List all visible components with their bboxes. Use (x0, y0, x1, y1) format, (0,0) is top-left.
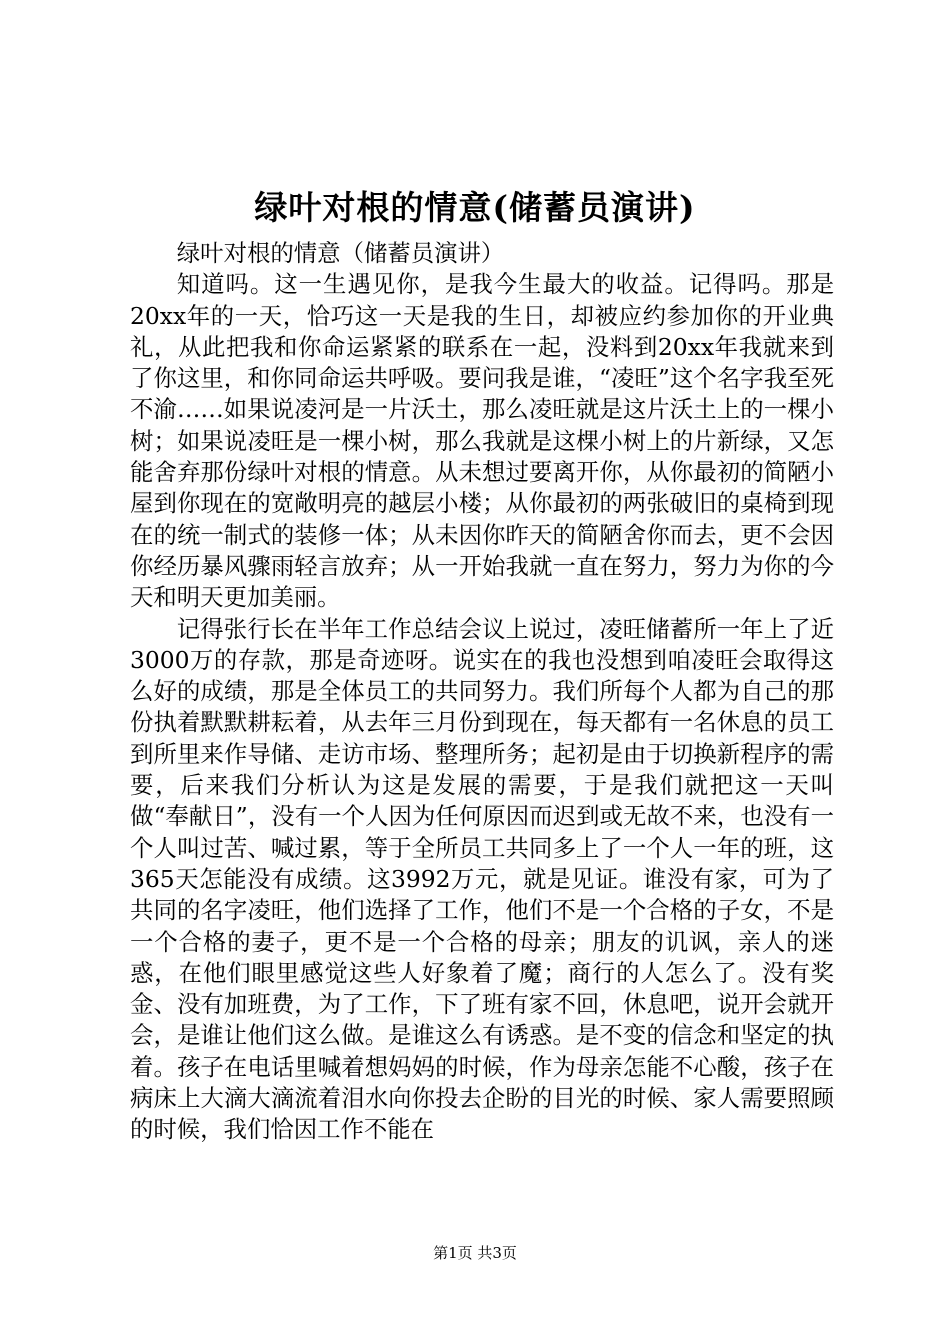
paragraph: 知道吗。这一生遇见你，是我今生最大的收益。记得吗。那是20xx年的一天，恰巧这一天是我的生日，却被应约参加你的开业典礼，从此把我和你命运紧紧的联系在一起，没料到20xx年我就来到了你这里，和你同命运共呼吸。要问我是谁，“凌旺”这个名字我至死不渝……如果说凌河是一片沃土，那么凌旺就是这片沃土上的一棵小树；如果说凌旺是一棵小树，那么我就是这棵小树上的片新绿，又怎能舍弃那份绿叶对根的情意。从未想过要离开你，从你最初的简陋小屋到你现在的宽敞明亮的越层小楼；从你最初的两张破旧的桌椅到现在的统一制式的装修一体；从未因你昨天的简陋舍你而去，更不会因你经历暴风骤雨轻言放弃；从一开始我就一直在努力，努力为你的今天和明天更加美丽。 (130, 270, 834, 612)
paragraph-subtitle: 绿叶对根的情意（储蓄员演讲） (176, 239, 505, 267)
document-title: 绿叶对根的情意(储蓄员演讲) (254, 188, 696, 227)
document-body (130, 238, 834, 1146)
page-number-footer: 第1页 共3页 (433, 1244, 517, 1262)
paragraph: 记得张行长在半年工作总结会议上说过，凌旺储蓄所一年上了近3000万的存款，那是奇迹呀。说实在的我也没想到咱凌旺会取得这么好的成绩，那是全体员工的共同努力。我们所每个人都为自己的那份执着默默耕耘着，从去年三月份到现在，每天都有一名休息的员工到所里来作导储、走访市场、整理所务；起初是由于切换新程序的需要，后来我们分析认为这是发展的需要，于是我们就把这一天叫做“奉献日”，没有一个人因为任何原因而迟到或无故不来，也没有一个人叫过苦、喊过累，等于全所员工共同多上了一个人一年的班，这365天怎能没有成绩。这3992万元，就是见证。谁没有家，可为了共同的名字凌旺，他们选择了工作，他们不是一个合格的子女，不是一个合格的妻子，更不是一个合格的母亲；朋友的讥讽，亲人的迷惑，在他们眼里感觉这些人好象着了魔；商行的人怎么了。没有奖金、没有加班费，为了工作，下了班有家不回，休息吧，说开会就开会，是谁让他们这么做。是谁这么有诱惑。是不变的信念和坚定的执着。孩子在电话里喊着想妈妈的时候，作为母亲怎能不心酸，孩子在病床上大滴大滴流着泪水向你投去企盼的目光的时候、家人需要照顾的时候，我们恰因工作不能在 (130, 614, 834, 1144)
